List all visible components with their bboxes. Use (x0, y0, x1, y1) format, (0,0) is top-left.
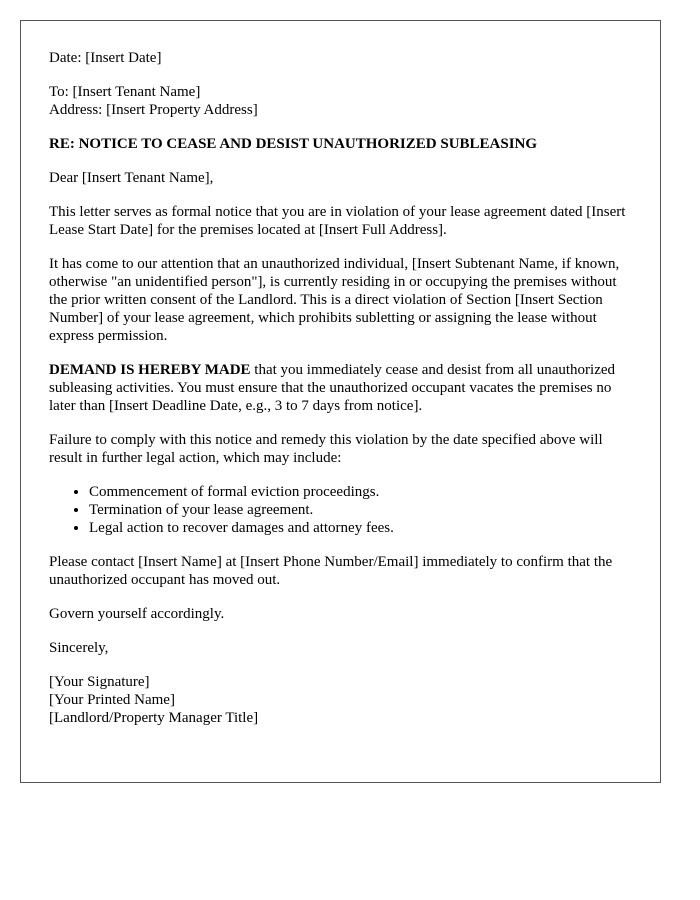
paragraph-govern: Govern yourself accordingly. (49, 606, 225, 622)
paragraph-violation: It has come to our attention that an unauthorized individual, [Insert Subtenant Name, if known, otherwise "an unidentified person"], is currently residing in or occupying the premises without the prior written consent of the Landlord. This is a direct violation of Section [Insert Section Number] of your lease agreement, which prohibits subletting or assigning the lease without express permission. (49, 256, 620, 344)
paragraph-contact: Please contact [Insert Name] at [Insert Phone Number/Email] immediately to confirm that the unauthorized occupant has moved out. (49, 554, 613, 588)
address-line: Address: [Insert Property Address] (49, 102, 258, 118)
letter-document (20, 20, 661, 783)
subject-line: RE: NOTICE TO CEASE AND DESIST UNAUTHORIZED SUBLEASING (49, 136, 538, 152)
list-item: • Legal action to recover damages and attorney fees. (89, 519, 632, 537)
consequence-list (49, 483, 632, 537)
list-item: • Commencement of formal eviction proceedings. (89, 483, 632, 501)
date-line: Date: [Insert Date] (49, 50, 162, 66)
paragraph-demand (49, 361, 632, 415)
paragraph-consequences: Failure to comply with this notice and remedy this violation by the date specified above will result in further legal action, which may include: (49, 432, 603, 466)
printed-name: [Your Printed Name] (49, 692, 175, 708)
closing: Sincerely, (49, 640, 109, 656)
paragraph-notice: This letter serves as formal notice that you are in violation of your lease agreement dated [Insert Lease Start Date] for the premises located at [Insert Full Address]. (49, 204, 626, 238)
signature: [Your Signature] (49, 674, 150, 690)
list-item: • Termination of your lease agreement. (89, 501, 632, 519)
to-line: To: [Insert Tenant Name] (49, 84, 201, 100)
signer-title: [Landlord/Property Manager Title] (49, 710, 259, 726)
recipient-block (49, 83, 632, 119)
salutation: Dear [Insert Tenant Name], (49, 170, 214, 186)
demand-text: that you immediately cease and desist from all unauthorized subleasing activities. You must ensure that the unauthorized occupant vacates the premises no later than [Insert Deadline Date, e.g., 3 to 7 days from notice]. (49, 362, 616, 414)
demand-emphasis: DEMAND IS HEREBY MADE (49, 362, 251, 378)
signature-block (49, 673, 632, 727)
